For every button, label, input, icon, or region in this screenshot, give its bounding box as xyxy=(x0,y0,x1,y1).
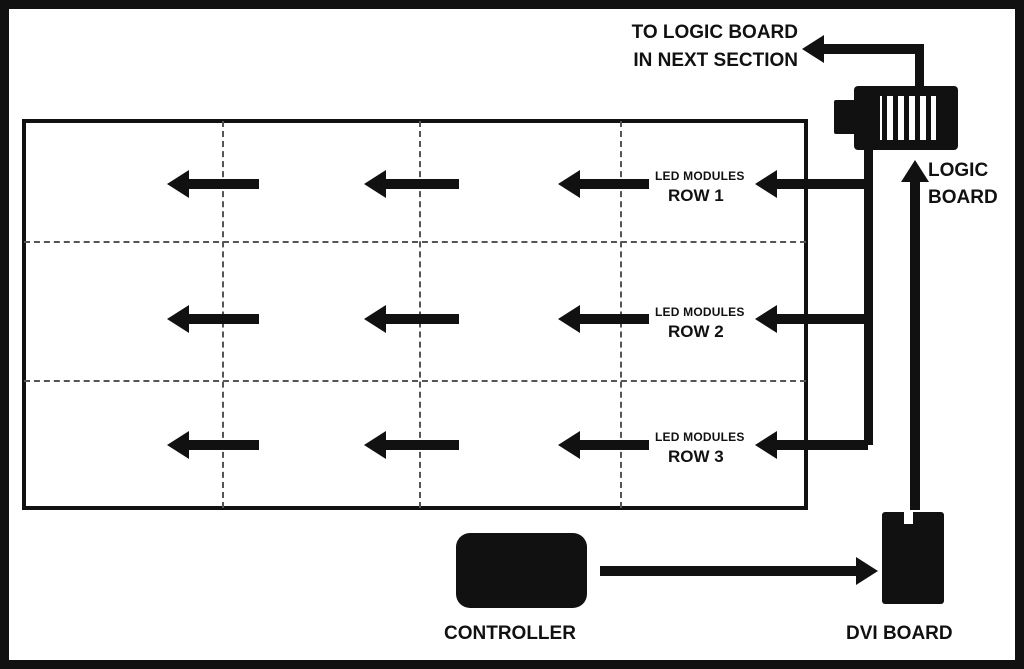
row2-arrow-1 xyxy=(187,314,259,324)
logic-board-connector-tab xyxy=(834,100,858,134)
controller-to-dvi-arrow xyxy=(600,566,858,576)
row1-arrow-feed xyxy=(775,179,868,189)
logic-board-label-line1: LOGIC xyxy=(928,160,989,181)
dvi-to-logic-arrow xyxy=(910,180,920,510)
controller-icon xyxy=(456,533,587,608)
row1-module-label: LED MODULES xyxy=(655,169,745,183)
logic-board-label-line2: BOARD xyxy=(928,187,998,208)
row3-module-label: LED MODULES xyxy=(655,430,745,444)
row1-arrow-3 xyxy=(578,179,649,189)
logic-board-pin-header xyxy=(880,96,936,140)
row3-arrow-1 xyxy=(187,440,259,450)
row1-arrow-2 xyxy=(384,179,459,189)
dvi-board-icon xyxy=(882,512,944,604)
row3-arrow-2 xyxy=(384,440,459,450)
panel-divider-horizontal-1 xyxy=(24,241,806,243)
row2-name: ROW 2 xyxy=(668,322,724,341)
next-section-title-line1: TO LOGIC BOARD xyxy=(631,22,798,43)
panel-divider-horizontal-2 xyxy=(24,380,806,382)
row2-arrow-2 xyxy=(384,314,459,324)
dvi-board-label: DVI BOARD xyxy=(846,623,953,644)
logic-board-icon xyxy=(834,86,958,150)
row3-arrow-3 xyxy=(578,440,649,450)
row3-name: ROW 3 xyxy=(668,447,724,466)
next-section-arrow xyxy=(822,44,920,54)
dvi-board-body xyxy=(882,512,944,604)
row1-arrow-1 xyxy=(187,179,259,189)
row1-name: ROW 1 xyxy=(668,186,724,205)
row2-module-label: LED MODULES xyxy=(655,305,745,319)
row2-arrow-3 xyxy=(578,314,649,324)
logic-board-bus xyxy=(864,150,873,445)
controller-label: CONTROLLER xyxy=(444,623,576,644)
row3-arrow-feed xyxy=(775,440,868,450)
row2-arrow-feed xyxy=(775,314,868,324)
next-section-title-line2: IN NEXT SECTION xyxy=(633,50,798,71)
dvi-board-notch xyxy=(904,512,913,524)
